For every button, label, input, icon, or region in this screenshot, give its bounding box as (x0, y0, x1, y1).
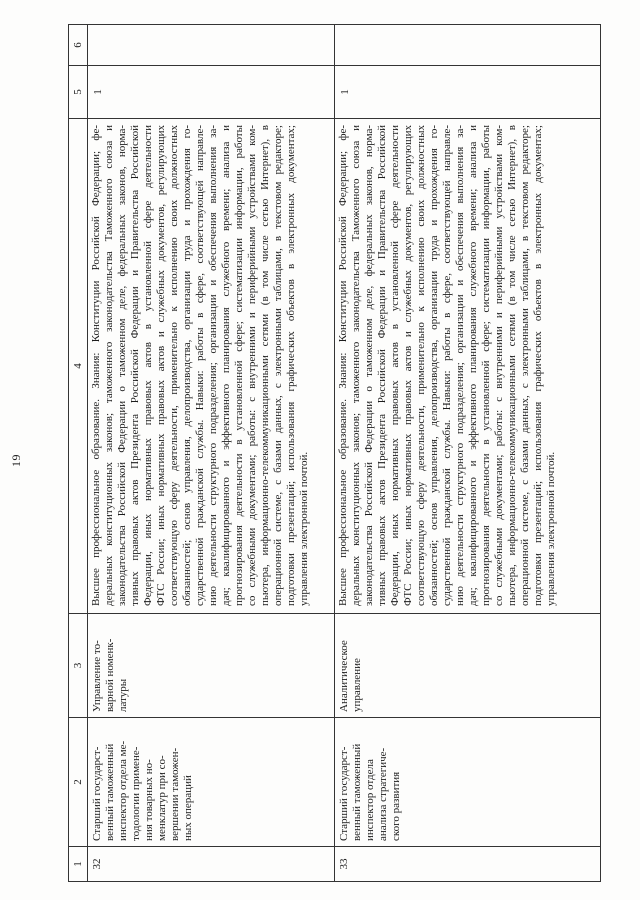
text-line: дач; квалифицированного и эффективного планирования служебного времени; анализа и (220, 125, 232, 606)
text-line: ФТС России; иных нормативных правовых актов и служебных документов, регулирующих (402, 125, 414, 606)
text-line: тодологии примене- (130, 746, 142, 841)
text-line: менклатур при со- (156, 755, 168, 841)
row-33-department (335, 613, 601, 717)
text-line: операционной системе, с базами данных, с электронными таблицами, в текстовом редакторе; (519, 125, 531, 606)
staff-requirements-table (68, 24, 601, 882)
page-number: 19 (9, 454, 23, 467)
text-line: ского развития (390, 771, 402, 841)
row-33-empty-cell (335, 24, 601, 65)
col-header-6: 6 (69, 24, 88, 65)
text-line: тивных правовых актов Президента Российской Федерации и Правительства Российской (376, 125, 388, 606)
col-header-5: 5 (69, 65, 88, 118)
row-32-position (88, 717, 335, 846)
text-line: Старший государст- (91, 746, 103, 841)
text-line: Высшее профессиональное образование. Знания: Конституции Российской Федерации; фе- (337, 125, 349, 606)
text-line: управление (351, 658, 363, 712)
text-line: со служебными документами; работы: с внутренними и периферийными устройствами ком- (246, 125, 258, 606)
col-header-1: 1 (69, 846, 88, 881)
text-line: законодательства Российской Федерации о таможенном деле, федеральных законов, норма- (116, 125, 128, 606)
text-line: Управление то- (91, 640, 103, 712)
text-line: деральных конституционных законов; таможенного законодательства Таможенного союза и (350, 125, 362, 606)
row-32-requirements (88, 118, 335, 613)
text-line: соответствующую сферу деятельности, применительно к исполнению своих должностных (415, 125, 427, 606)
text-line: нию деятельности структурного подразделения; организации и обеспечения выполнения за- (454, 125, 466, 606)
text-line: подготовки презентаций; использования графических объектов в электронных документах; (285, 125, 297, 606)
text-line: венный таможенный (351, 743, 363, 841)
text-line: Федерации, иных нормативных правовых актов в установленной сфере деятельности (142, 125, 154, 606)
text-line: прогнозирования деятельности в установленной сфере; систематизации информации, работы (480, 125, 492, 606)
text-line: тивных правовых актов Президента Российской Федерации и Правительства Российской (129, 125, 141, 606)
text-line: управления электронной почтой. (545, 451, 557, 606)
text-line: пьютера, информационно-телекоммуникационными сетями (в том числе сетью Интернет), в (506, 125, 518, 606)
row-33-position (335, 717, 601, 846)
text-line: варной номенк- (104, 638, 116, 712)
text-line: инспектор отдела ме- (117, 740, 129, 841)
text-line: вершении таможен- (169, 747, 181, 841)
text-line: Высшее профессиональное образование. Знания: Конституции Российской Федерации; фе- (90, 125, 102, 606)
text-line: сударственной гражданской службы. Навыки: работы в сфере, соответствующей направле- (194, 125, 206, 606)
row-32-department (88, 613, 335, 717)
text-line: дач; квалифицированного и эффективного планирования служебного времени; анализа и (467, 125, 479, 606)
text-line: подготовки презентаций; использования графических объектов в электронных документах; (532, 125, 544, 606)
col-header-2: 2 (69, 717, 88, 846)
text-line: инспектор отдела (364, 759, 376, 841)
row-32-empty-cell (88, 24, 335, 65)
text-line: латуры (117, 678, 129, 712)
text-line: операционной системе, с базами данных, с электронными таблицами, в текстовом редакторе; (272, 125, 284, 606)
text-line: сударственной гражданской службы. Навыки: работы в сфере, соответствующей направле- (441, 125, 453, 606)
col-header-4: 4 (69, 118, 88, 613)
text-line: обязанностей; основ управления, делопроизводства, организации труда и прохождения го- (428, 125, 440, 606)
text-line: Федерации, иных нормативных правовых актов в установленной сфере деятельности (389, 125, 401, 606)
text-line: управления электронной почтой. (298, 451, 310, 606)
text-line: анализа стратегиче- (377, 747, 389, 841)
text-line: со служебными документами; работы: с внутренними и периферийными устройствами ком- (493, 125, 505, 606)
text-line: нию деятельности структурного подразделения; организации и обеспечения выполнения за- (207, 125, 219, 606)
text-line: законодательства Российской Федерации о таможенном деле, федеральных законов, норма- (363, 125, 375, 606)
text-line: ных операций (182, 775, 194, 841)
col-header-3: 3 (69, 613, 88, 717)
text-line: прогнозирования деятельности в установленной сфере; систематизации информации, работы (233, 125, 245, 606)
text-line: деральных конституционных законов; таможенного законодательства Таможенного союза и (103, 125, 115, 606)
text-line: обязанностей; основ управления, делопроизводства, организации труда и прохождения го- (181, 125, 193, 606)
text-line: венный таможенный (104, 743, 116, 841)
row-32-number: 32 (88, 846, 335, 881)
text-line: пьютера, информационно-телекоммуникационными сетями (в том числе сетью Интернет), в (259, 125, 271, 606)
text-line: Аналитическое (338, 640, 350, 712)
text-line: ния товарных но- (143, 759, 155, 841)
row-33-count: 1 (335, 65, 601, 118)
text-line: ФТС России; иных нормативных правовых актов и служебных документов, регулирующих (155, 125, 167, 606)
row-33-requirements (335, 118, 601, 613)
text-line: соответствующую сферу деятельности, применительно к исполнению своих должностных (168, 125, 180, 606)
row-32-count: 1 (88, 65, 335, 118)
row-33-number: 33 (335, 846, 601, 881)
text-line: Старший государст- (338, 746, 350, 841)
